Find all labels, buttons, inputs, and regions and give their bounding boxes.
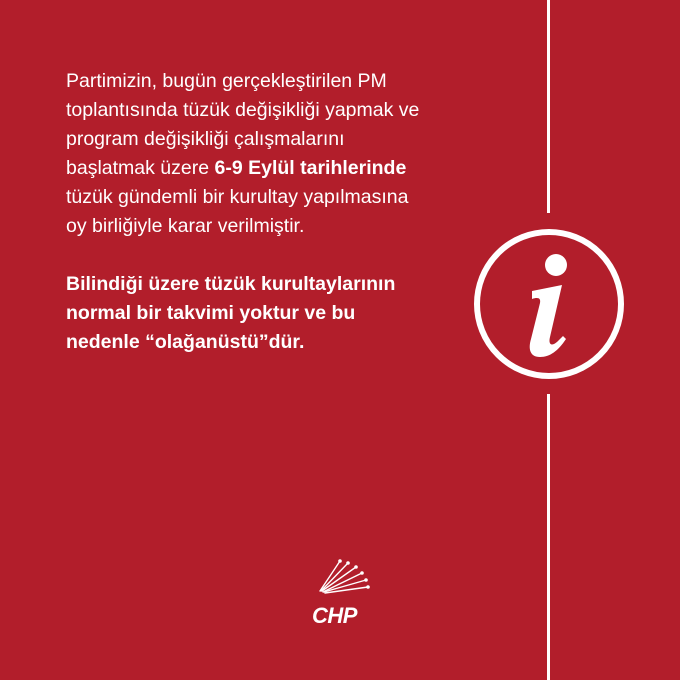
chp-logo-text: CHP xyxy=(312,603,357,628)
chp-logo xyxy=(302,557,382,637)
paragraph-decision xyxy=(66,67,426,241)
paragraph-explanation: Bilindiği üzere tüzük kurultaylarının normal bir takvimi yoktur ve bu nedenle “olağanüstü”dür. xyxy=(66,273,396,353)
chp-arrows-icon xyxy=(310,557,370,597)
paragraph-decision-outro: tüzük gündemli bir kurultay yapılmasına oy birliğiyle karar verilmiştir. xyxy=(66,186,409,237)
paragraph-decision-intro: Partimizin, bugün gerçekleştirilen PM toplantısında tüzük değişikliği yapmak ve program değişikliği çalışmalarını başlatmak üzere xyxy=(66,70,420,179)
announcement-text xyxy=(66,67,426,357)
divider-line-top xyxy=(547,0,550,213)
date-highlight: 6-9 Eylül tarihlerinde xyxy=(214,157,407,179)
divider-line-bottom xyxy=(547,394,550,680)
info-icon xyxy=(470,215,628,393)
